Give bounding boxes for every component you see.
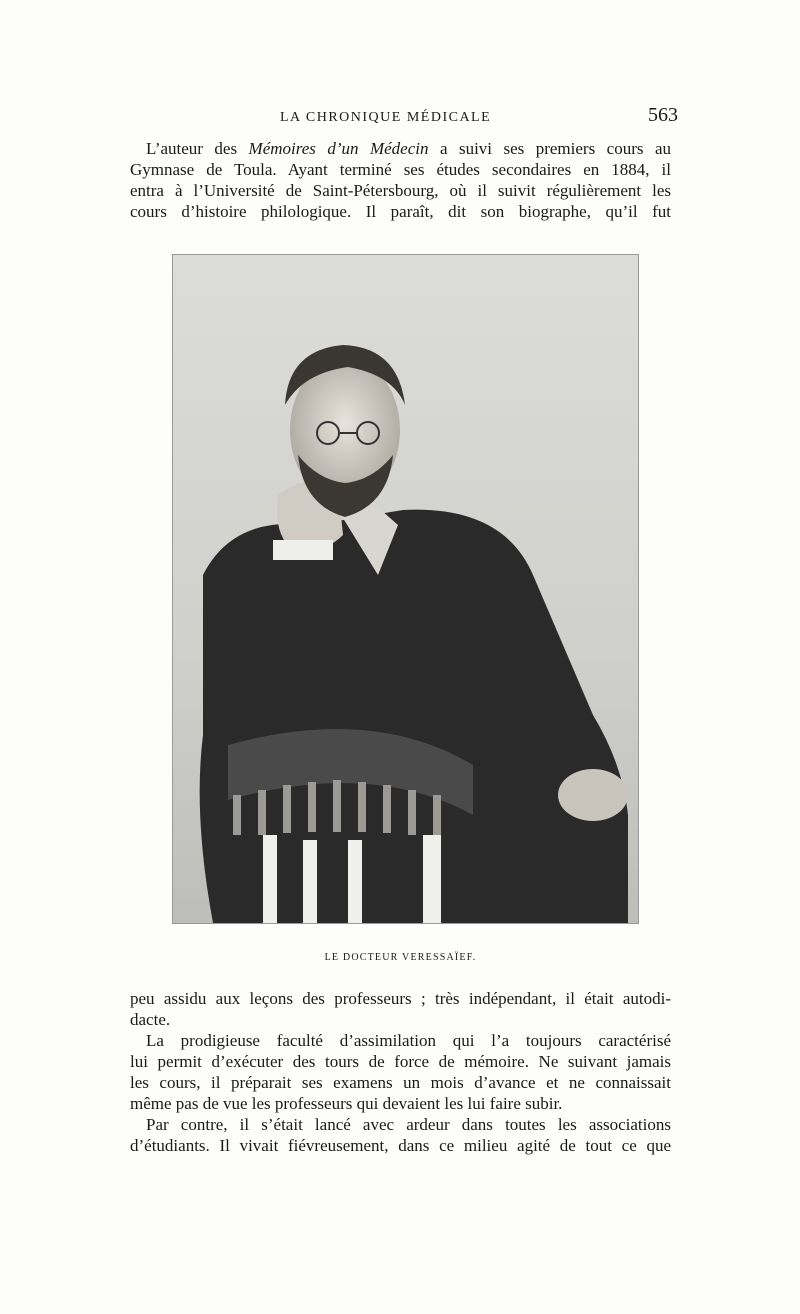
page-header xyxy=(130,104,678,132)
text-line: cours d’histoire philologique. Il paraît, dit son biographe, qu’il fut xyxy=(130,202,671,221)
text-line: d’étudiants. Il vivait fiévreusement, dans ce milieu agité de tout ce que xyxy=(130,1136,671,1155)
book-title: Mémoires d’un Médecin xyxy=(248,139,429,158)
paragraph-1 xyxy=(130,138,671,222)
text-line: Par contre, il s’était lancé avec ardeur dans toutes les associations xyxy=(146,1115,671,1134)
paragraph-2 xyxy=(130,988,671,1030)
portrait-photograph xyxy=(172,254,639,924)
paragraph-3 xyxy=(130,1030,671,1114)
text-line: dacte. xyxy=(130,1010,171,1029)
text-line: La prodigieuse faculté d’assimilation qui l’a toujours caractérisé xyxy=(146,1031,671,1050)
text-line: même pas de vue les professeurs qui devaient les lui faire subir. xyxy=(130,1094,563,1113)
paragraph-4 xyxy=(130,1114,671,1156)
text-line: lui permit d’exécuter des tours de force de mémoire. Ne suivant jamais xyxy=(130,1052,671,1071)
text-line: L’auteur des Mémoires d’un Médecin a suivi ses premiers cours au xyxy=(146,139,671,158)
text-line: peu assidu aux leçons des professeurs ; très indépendant, il était autodi- xyxy=(130,989,671,1008)
text-line: entra à l’Université de Saint-Pétersbourg, où il suivit régulièrement les xyxy=(130,181,671,200)
running-title: LA CHRONIQUE MÉDICALE xyxy=(280,110,492,125)
page-number: 563 xyxy=(648,104,678,126)
text-line: les cours, il préparait ses examens un mois d’avance et ne connaissait xyxy=(130,1073,671,1092)
figure-caption: LE DOCTEUR VERESSAÏEF. xyxy=(324,952,477,963)
text-line: Gymnase de Toula. Ayant terminé ses études secondaires en 1884, il xyxy=(130,160,671,179)
